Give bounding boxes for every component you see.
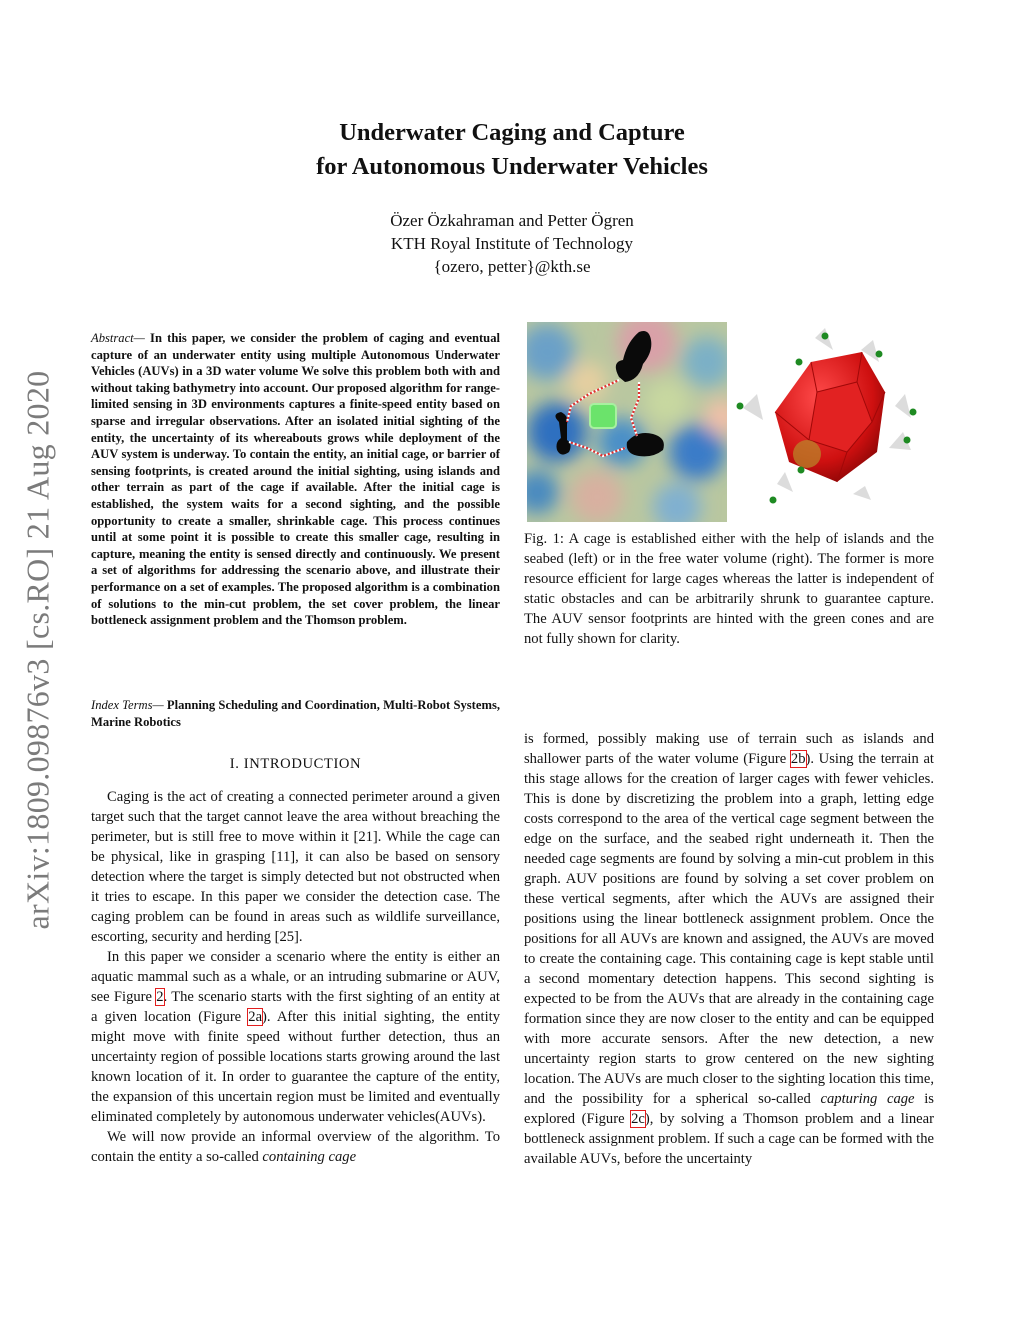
- paragraph: [91, 947, 500, 1127]
- auv-marker: [822, 333, 829, 340]
- paper-title: [0, 116, 1024, 184]
- author-names: Özer Özkahraman and Petter Ögren: [390, 211, 634, 230]
- emphasis-text: containing cage: [262, 1149, 357, 1165]
- title-line-2: for Autonomous Underwater Vehicles: [316, 153, 708, 180]
- terrain-map: [527, 322, 740, 522]
- paragraph: [524, 729, 934, 1169]
- paragraph: [91, 787, 500, 947]
- auv-marker: [770, 497, 777, 504]
- intro-left-column: [91, 787, 500, 1167]
- sensor-cone: [743, 394, 763, 420]
- auv-marker: [737, 403, 744, 410]
- figure-ref-link[interactable]: 2c: [631, 1111, 645, 1127]
- sensor-cone: [777, 472, 793, 492]
- emphasis-text: capturing cage: [820, 1091, 915, 1107]
- index-terms: [91, 697, 500, 730]
- title-line-1: Underwater Caging and Capture: [339, 119, 685, 146]
- spherical-cage: [737, 328, 917, 504]
- figure-ref-link[interactable]: 2a: [248, 1009, 263, 1025]
- affiliation: KTH Royal Institute of Technology: [390, 234, 634, 253]
- paragraph-text: In this paper we consider a scenario where the entity is either an aquatic mammal such as a whale, or an intruding submarine or AUV, see Figure: [91, 949, 500, 1005]
- figure-ref-link[interactable]: 2b: [790, 751, 806, 767]
- index-terms-text: Planning Scheduling and Coordination, Multi-Robot Systems, Marine Robotics: [91, 698, 500, 729]
- auv-marker: [876, 351, 883, 358]
- sensor-cone: [895, 394, 911, 418]
- uncertainty-region: [590, 404, 616, 428]
- intro-right-column: [524, 729, 934, 1169]
- paragraph-text: is explored (Figure: [524, 1091, 934, 1127]
- paragraph-text: is formed, possibly making use of terrain such as islands and shallower parts of the water volume (Figure: [524, 731, 934, 767]
- auv-marker: [798, 467, 805, 474]
- auv-marker: [796, 359, 803, 366]
- index-terms-label: Index Terms—: [91, 698, 164, 712]
- paragraph-text: ). After this initial sighting, the entity might move with finite speed without further detection, thus an uncertainty region of possible locations starts growing around the last known location of it. In order to guarantee the capture of the entity, the expansion of this uncertain region must be limited and eventually eliminated completely by autonomous underwater vehicles(AUVs).: [91, 1009, 500, 1125]
- abstract: [91, 330, 500, 629]
- paragraph-text: Caging is the act of creating a connected perimeter around a given target such that the target cannot leave the area without breaching the perimeter, but is still free to move within it [21]. While the cage can be physical, like in grasping [11], it can also be based on sensory detection where the target is simply detected but not obstructed when it tries to escape. In this paper we consider the detection case. The caging problem can be found in areas such as wildlife surveillance, escorting, security and herding [25].: [91, 789, 500, 945]
- abstract-text: In this paper, we consider the problem of caging and eventual capture of an underwater entity using multiple Autonomous Underwater Vehicles (AUVs) in a 3D water volume We solve this problem both with and without taking bathymetry into account. Our proposed algorithm for range-limited sensing in 3D environments captures a finite-speed entity based on sparse and irregular observations. After an isolated initial sighting of the entity, the uncertainty of its whereabouts grows while deployment of the AUV system is underway. To contain the entity, an initial cage, or barrier of sensing footprints, is created around the initial sighting, using islands and other terrain as part of the cage if available. After the initial cage is established, the system waits for a second sighting, and the possible opportunity to create a smaller, shrinkable cage. This process continues until at some point it is possible to create this smaller cage, resulting in capture, meaning the entity is sensed directly and continuously. We present a set of algorithms for addressing the scenario above, and illustrate their performance on a set of examples. The proposed algorithm is a combination of solutions to the min-cut problem, the set cover problem, the linear bottleneck assignment problem and the Thomson problem.: [91, 331, 500, 628]
- auv-marker: [904, 437, 911, 444]
- email: {ozero, petter}@kth.se: [433, 257, 591, 276]
- arxiv-id-text: arXiv:1809.09876v3 [cs.RO] 21 Aug 2020: [19, 370, 56, 930]
- figure-1: [527, 322, 935, 522]
- paragraph-text: We will now provide an informal overview of the algorithm. To contain the entity a so-called: [91, 1129, 500, 1165]
- auv-marker: [910, 409, 917, 416]
- sensor-cone: [853, 486, 871, 500]
- figure-caption: Fig. 1: A cage is established either with the help of islands and the seabed (left) or in the free water volume (right). The former is more resource efficient for large cages whereas the latter is independent of static obstacles and can be arbitrarily shrunk to guarantee capture. The AUV sensor footprints are hinted with the green cones and are not fully shown for clarity.: [524, 531, 934, 647]
- paragraph-text: . The scenario starts with the first sighting of an entity at a given location (Figure: [91, 989, 500, 1025]
- paragraph: [91, 1127, 500, 1167]
- abstract-label: Abstract—: [91, 331, 145, 345]
- section-heading-introduction: I. INTRODUCTION: [229, 756, 362, 772]
- author-block: [0, 209, 1024, 278]
- paragraph-text: ). Using the terrain at this stage allows for the creation of larger cages with fewer vehicles. This is done by discretizing the problem into a graph, letting edge costs correspond to the area of the vertical cage segment between the edge on the surface, and the seabed right underneath it. Then the needed cage segments are found by solving a min-cut problem in this graph. AUV positions are found by solving a set cover problem on these vertical segments, after which the AUVs are assigned their positions using the linear bottleneck assignment problem. Once the positions for all AUVs are known and assigned, the AUVs are moved to create the containing cage. This containing cage is kept stable until a second momentary detection happens. This second sighting is expected to be from the AUVs that are already in the containing cage formation since they are now closer to the entity and can be equipped with more accurate sensors. After the new detection, a new uncertainty region starts to grow centered on the new sighting location. The AUVs are much closer to the sighting location this time, and the possibility for a spherical so-called: [524, 751, 934, 1107]
- figure-ref-link[interactable]: 2: [156, 989, 164, 1005]
- paragraph-text: ), by solving a Thomson problem and a linear bottleneck assignment problem. If such a cage can be formed with the available AUVs, before the uncertainty: [524, 1111, 934, 1167]
